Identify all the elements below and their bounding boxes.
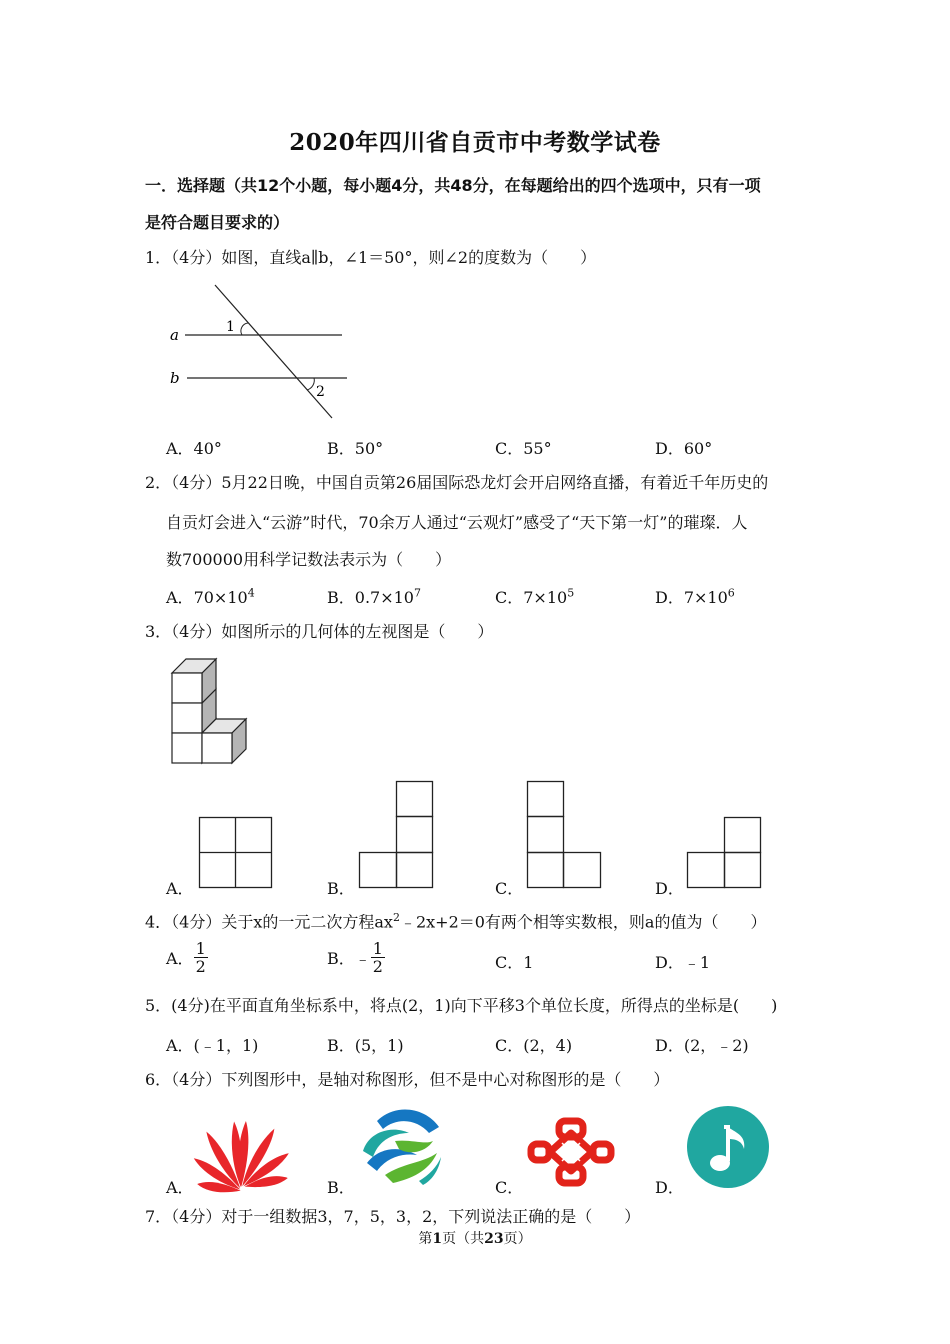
page-title: 2020年四川省自贡市中考数学试卷 [289,129,661,156]
question-4-stem: 4．（4分）关于x的一元二次方程$ax^2﹣2x+2=0$有两个相等实数根，则a的值为（ ） [145,911,767,932]
q5-option-c: C．(2，4) [495,1036,573,1055]
q6-option-b: B． [327,1178,355,1197]
question-6-stem: 6．（4分）下列图形中，是轴对称图形，但不是中心对称图形的是（ ） [145,1070,670,1089]
q3-option-d: D． [655,879,684,898]
q6-option-d: D． [655,1178,684,1197]
q3-option-a-view [199,817,273,889]
question-2-stem-line2: 自贡灯会进入“云游”时代，70余万人通过“云观灯”感受了“天下第一灯”的璀璨．人 [166,513,748,532]
q3-option-a: A． [166,879,194,898]
q1-option-d: D．60° [655,439,713,458]
q5-option-b: B．(5，1) [327,1036,404,1055]
q4-option-d: D．﹣1 [655,953,711,972]
q3-option-b-view [359,781,434,889]
q3-cube-solid-figure [165,658,265,768]
q3-option-c-view [527,781,602,889]
china-mobile-logo [359,1105,443,1189]
q3-option-c: C． [495,879,524,898]
q6-option-c: C． [495,1178,524,1197]
angle-2-label: 2 [316,384,325,400]
label-b: b [170,369,180,387]
china-unicom-knot-logo [526,1115,616,1189]
angle-1-label: 1 [226,319,235,335]
q4-option-b: B．﹣ $\frac{1}{2}$ [327,939,383,976]
q4-option-c: C．1 [495,953,534,972]
q1-option-b: B．50° [327,439,384,458]
label-a: a [170,326,179,344]
section-heading-cont: 是符合题目要求的） [145,213,290,232]
q1-option-c: C．55° [495,439,552,458]
question-2-stem: 2．（4分）5月22日晚，中国自贡第26届国际恐龙灯会开启网络直播，有着近千年历史的 [145,473,769,492]
q1-option-a: A．40° [166,439,222,458]
music-note-logo [686,1105,770,1189]
question-5-stem: 5．(4分)在平面直角坐标系中，将点(2，1)向下平移3个单位长度，所得点的坐标是( ) [145,996,778,1015]
q5-option-d: D．(2，﹣2) [655,1036,749,1055]
page-footer: 第1页（共23页） [418,1231,532,1247]
q3-option-d-view [687,817,762,889]
q2-option-c: C．$7\times 10^5$ [495,586,575,607]
huawei-fan-logo [197,1117,289,1189]
section-heading: 一．选择题（共12个小题，每小题4分，共48分，在每题给出的四个选项中，只有一项 [145,176,761,195]
q3-option-b: B． [327,879,355,898]
q1-parallel-lines-figure [160,282,360,422]
q5-option-a: A．(﹣1，1) [166,1036,259,1055]
q4-option-a: A． $\frac{1}{2}$ [166,939,206,976]
q2-option-a: A．$70\times 10^4$ [166,586,255,607]
question-7-stem: 7．（4分）对于一组数据3，7，5，3，2，下列说法正确的是（ ） [145,1207,641,1226]
question-3-stem: 3．（4分）如图所示的几何体的左视图是（ ） [145,622,494,641]
question-1-stem: 1．（4分）如图，直线a∥b，∠1＝50°，则∠2的度数为（ ） [145,248,597,267]
question-2-stem-line3: 数700000用科学记数法表示为（ ） [166,550,452,569]
q2-option-b: B．$0.7\times 10^7$ [327,586,421,607]
q6-option-a: A． [166,1178,194,1197]
q2-option-d: D．$7\times 10^6$ [655,586,735,607]
